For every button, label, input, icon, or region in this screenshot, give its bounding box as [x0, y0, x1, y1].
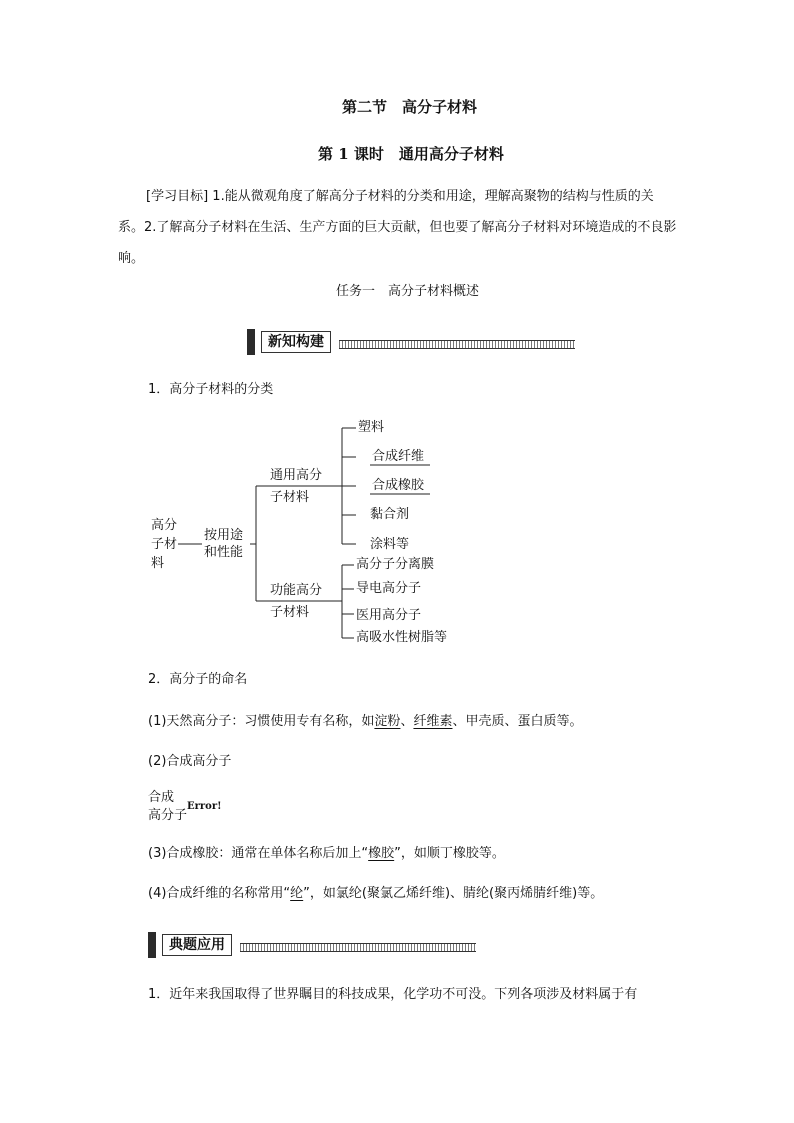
- banner-label: 新知构建: [261, 331, 331, 353]
- functional-item-absorbent-resin: 高吸水性树脂等: [356, 630, 448, 645]
- synthetic-label-line1: 合成: [148, 790, 175, 805]
- general-item-coating: 涂料等: [370, 537, 410, 552]
- banner-bar: [148, 932, 156, 958]
- fiber-suffix-word: 纶: [290, 886, 304, 901]
- natural-example-starch: 淀粉: [374, 714, 401, 729]
- question-1: 1．近年来我国取得了世界瞩目的科技成果，化学功不可没。下列各项涉及材料属于有: [148, 987, 638, 1002]
- synthetic-polymer-heading: (2)合成高分子: [148, 754, 232, 769]
- natural-prefix: (1)天然高分子：习惯使用专有名称，如: [148, 714, 375, 729]
- general-item-plastic: 塑料: [358, 420, 385, 435]
- tree-general-line1: 通用高分: [270, 468, 323, 483]
- fiber-rest: ”，如氯纶(聚氯乙烯纤维)、腈纶(聚丙烯腈纤维)等。: [303, 886, 604, 901]
- banner-application: [148, 932, 478, 958]
- natural-polymer-line: [148, 712, 582, 732]
- rubber-suffix-word: 橡胶: [368, 846, 395, 861]
- naming-heading: 2．高分子的命名: [148, 672, 248, 687]
- functional-item-membrane: 高分子分离膜: [356, 557, 435, 572]
- section-title: 第二节 高分子材料: [342, 98, 478, 116]
- functional-item-medical: 医用高分子: [356, 608, 422, 623]
- tree-general-line2: 子材料: [270, 490, 310, 505]
- tree-root-line1: 高分: [151, 518, 178, 533]
- natural-example-cellulose: 纤维素: [413, 714, 453, 729]
- lesson-title: 第 1 课时 通用高分子材料: [318, 145, 504, 163]
- tree-root-line3: 料: [151, 556, 165, 571]
- fiber-prefix: (4)合成纤维的名称常用“: [148, 886, 291, 901]
- rubber-rest: ”，如顺丁橡胶等。: [394, 846, 505, 861]
- task-title: 任务一 高分子材料概述: [336, 284, 480, 299]
- tree-criterion-line1: 按用途: [204, 528, 244, 543]
- banner-stripes: [240, 943, 476, 952]
- objectives-label: [学习目标]: [146, 189, 209, 204]
- rubber-prefix: (3)合成橡胶：通常在单体名称后加上“: [148, 846, 369, 861]
- rubber-naming-line: [148, 844, 505, 864]
- general-item-adhesive: 黏合剂: [370, 507, 410, 522]
- tree-functional-line2: 子材料: [270, 605, 310, 620]
- objectives-text: 1.能从微观角度了解高分子材料的分类和用途，理解高聚物的结构与性质的关系。2.了解高分子材料在生活、生产方面的巨大贡献，但也要了解高分子材料对环境造成的不良影响。: [118, 189, 677, 266]
- tree-functional-line1: 功能高分: [270, 583, 323, 598]
- classification-heading: 1．高分子材料的分类: [148, 382, 274, 397]
- general-item-synthetic-fiber: 合成纤维: [372, 449, 425, 464]
- natural-separator: 、: [400, 714, 414, 729]
- natural-rest: 、甲壳质、蛋白质等。: [452, 714, 583, 729]
- banner-label: 典题应用: [162, 934, 232, 956]
- synthetic-label-line2: 高分子: [148, 808, 188, 823]
- tree-root-line2: 子材: [151, 537, 178, 552]
- fiber-naming-line: [148, 884, 603, 904]
- tree-criterion-line2: 和性能: [204, 545, 244, 560]
- error-text: Error!: [187, 801, 222, 812]
- functional-item-conductive: 导电高分子: [356, 581, 422, 596]
- general-item-synthetic-rubber: 合成橡胶: [372, 478, 425, 493]
